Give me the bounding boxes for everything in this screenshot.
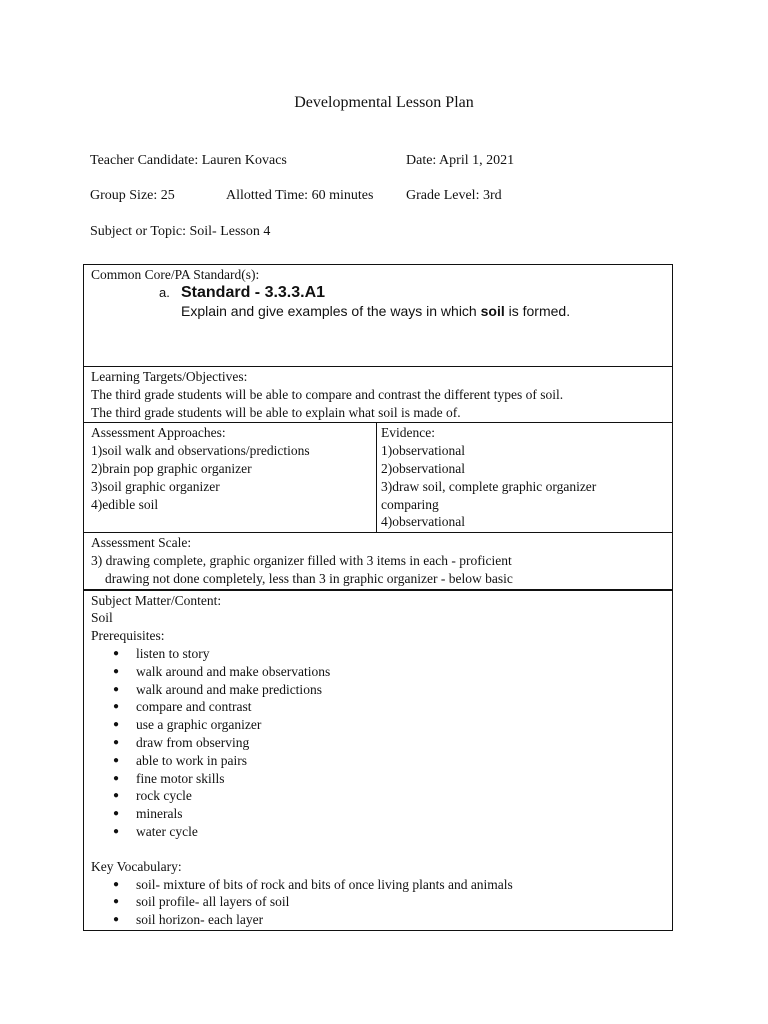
teacher-candidate: Teacher Candidate: Lauren Kovacs — [90, 153, 287, 168]
list-item: ● walk around and make observations — [113, 663, 665, 681]
objective-item: The third grade students will be able to explain what soil is made of. — [91, 404, 461, 420]
subject-topic-value: Soil — [91, 610, 113, 626]
list-item: ● soil profile- all layers of soil — [113, 893, 665, 911]
list-item: ● listen to story — [113, 645, 665, 663]
subject-matter-row — [84, 590, 673, 931]
assessment-approaches-cell — [84, 423, 377, 533]
prerequisites-label: Prerequisites: — [91, 628, 165, 644]
standard-description — [181, 302, 665, 320]
assessment-label: Assessment Approaches: — [91, 425, 226, 441]
grade-level: Grade Level: 3rd — [406, 188, 502, 203]
assessment-item: 1)soil walk and observations/predictions — [91, 443, 310, 459]
allotted-time: Allotted Time: 60 minutes — [226, 188, 374, 203]
standard-title: Standard - 3.3.3.A1 — [181, 283, 326, 301]
list-item: ● draw from observing — [113, 734, 665, 752]
prerequisites-list — [91, 645, 665, 841]
assessment-item: 3)soil graphic organizer — [91, 478, 220, 494]
list-item: ● minerals — [113, 805, 665, 823]
assessment-row — [84, 423, 673, 533]
subject-topic: Subject or Topic: Soil- Lesson 4 — [90, 224, 271, 239]
standard-desc-bold: soil — [480, 302, 505, 319]
evidence-item: 3)draw soil, complete graphic organizer — [381, 478, 597, 494]
list-item: ● able to work in pairs — [113, 752, 665, 770]
assessment-scale-cell — [84, 533, 673, 590]
scale-label: Assessment Scale: — [91, 535, 192, 551]
subject-matter-cell — [84, 590, 673, 931]
scale-row — [84, 533, 673, 590]
list-item: ● rock cycle — [113, 787, 665, 805]
objectives-row — [84, 367, 673, 423]
evidence-item: 2)observational — [381, 460, 465, 476]
standard-desc-text: Explain and give examples of the ways in which — [181, 302, 481, 319]
standards-row — [84, 265, 673, 367]
list-item: ● compare and contrast — [113, 698, 665, 716]
evidence-item: 1)observational — [381, 443, 465, 459]
scale-item: drawing not done completely, less than 3 in graphic organizer - below basic — [105, 570, 513, 586]
assessment-item: 4)edible soil — [91, 496, 159, 512]
list-item: ● use a graphic organizer — [113, 716, 665, 734]
document-title: Developmental Lesson Plan — [294, 94, 474, 111]
evidence-cell — [377, 423, 673, 533]
evidence-item: comparing — [381, 496, 439, 512]
evidence-label: Evidence: — [381, 425, 435, 441]
standard-entry — [159, 284, 665, 320]
evidence-item: 4)observational — [381, 514, 465, 530]
objectives-cell — [84, 367, 673, 423]
list-item: ● water cycle — [113, 823, 665, 841]
assessment-item: 2)brain pop graphic organizer — [91, 460, 252, 476]
scale-item: 3) drawing complete, graphic organizer filled with 3 items in each - proficient — [91, 552, 512, 568]
list-item: ● soil horizon- each layer — [113, 911, 665, 929]
list-item: ● soil- mixture of bits of rock and bits of once living plants and animals — [113, 876, 665, 894]
standards-label: Common Core/PA Standard(s): — [91, 267, 260, 282]
objectives-label: Learning Targets/Objectives: — [91, 369, 248, 384]
lesson-date: Date: April 1, 2021 — [406, 153, 515, 168]
standards-cell — [84, 265, 673, 367]
list-marker: a. — [159, 284, 170, 300]
lesson-plan-table — [83, 264, 673, 931]
list-item: ● walk around and make predictions — [113, 681, 665, 699]
subject-matter-label: Subject Matter/Content: — [91, 592, 222, 608]
list-item: ● fine motor skills — [113, 770, 665, 788]
vocabulary-list — [91, 876, 665, 929]
objective-item: The third grade students will be able to compare and contrast the different types of soil. — [91, 386, 564, 402]
group-size: Group Size: 25 — [90, 188, 175, 203]
vocabulary-label: Key Vocabulary: — [91, 858, 182, 874]
standard-desc-end: is formed. — [504, 302, 571, 319]
